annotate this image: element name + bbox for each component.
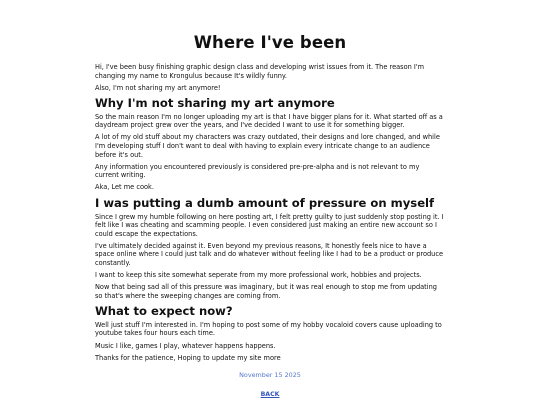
section-paragraph: I've ultimately decided against it. Even beyond my previous reasons, It honestly feels nice to have a space online where I could just talk and do whatever without feeling like I had to be a product or produce constantly. <box>95 241 444 267</box>
section-pressure <box>95 196 445 301</box>
section-paragraph: Aka, Let me cook. <box>95 183 154 192</box>
section-paragraph: Any information you encountered previously is considered pre-pre-alpha and is not relevant to my current writing. <box>95 162 420 180</box>
section-paragraph: I want to keep this site somewhat seperate from my more professional work, hobbies and projects. <box>95 271 422 280</box>
section-art <box>95 96 445 192</box>
post-date: November 15 2025 <box>239 371 301 380</box>
section-paragraph: Music I like, games I play, whatever happens happens. <box>95 341 276 350</box>
section-paragraph: Now that being sad all of this pressure was imaginary, but it was real enough to stop me from updating so that's where the sweeping changes are coming from. <box>95 283 437 300</box>
section-heading: Why I'm not sharing my art anymore <box>95 95 335 110</box>
intro-paragraph: Hi, I've been busy finishing graphic design class and developing wrist issues from it. The reason I'm changing my name to Krongulus because It's wildly funny. <box>95 63 425 80</box>
section-paragraph: Since I grew my humble following on here posting art, I felt pretty guilty to just suddenly stop posting it. I felt like I was cheating and scamming people. I even considered just making an entire new account so I could escape the expectations. <box>95 212 444 238</box>
section-expect <box>95 304 445 362</box>
section-paragraph: So the main reason I'm no longer uploading my art is that I have bigger plans for it. What started off as a daydream project grew over the years, and I've decided I want to use it for something bigger. <box>95 112 443 130</box>
blog-post <box>95 32 445 400</box>
section-paragraph: Thanks for the patience, Hoping to update my site more <box>95 353 281 362</box>
section-heading: What to expect now? <box>95 303 233 318</box>
section-paragraph: Well just stuff I'm interested in. I'm hoping to post some of my hobby vocaloid covers cause uploading to youtube takes four hours each time. <box>95 320 442 338</box>
post-footer <box>95 371 445 400</box>
section-heading: I was putting a dumb amount of pressure on myself <box>95 195 435 210</box>
page-title: Where I've been <box>193 33 347 52</box>
intro-paragraph: Also, I'm not sharing my art anymore! <box>95 83 221 92</box>
back-link[interactable]: BACK <box>260 391 280 399</box>
intro-section <box>95 63 445 92</box>
section-paragraph: A lot of my old stuff about my characters was crazy outdated, their designs and lore changed, and while I'm developing stuff I don't want to deal with having to explain every intricate change to an audience before it's out. <box>95 133 440 159</box>
